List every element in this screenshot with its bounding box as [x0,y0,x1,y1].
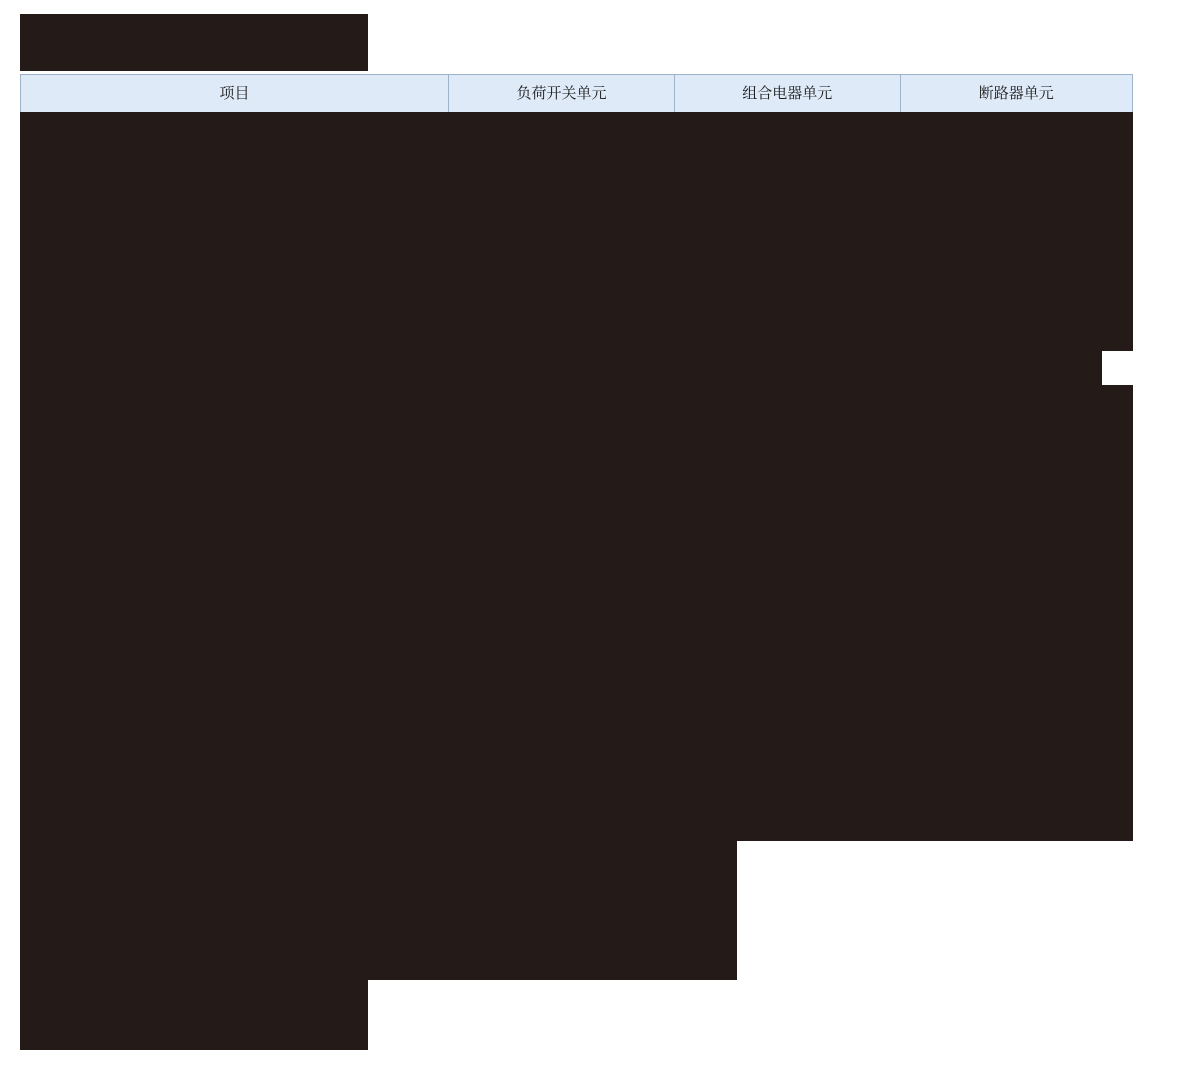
column-header-load-switch-unit: 负荷开关单元 [449,75,675,114]
spec-table [20,74,1133,114]
redaction-block [20,841,737,980]
column-header-circuit-breaker-unit: 断路器单元 [900,75,1132,114]
redaction-block [20,351,1102,385]
spec-table-container [20,74,1133,114]
redaction-block [20,385,1133,841]
spec-table-header [21,75,1133,114]
redaction-block [20,14,368,71]
redaction-block [20,112,1133,351]
column-header-combined-apparatus-unit: 组合电器单元 [674,75,900,114]
redaction-block [20,980,368,1050]
table-header-row [21,75,1133,114]
column-header-item: 项目 [21,75,449,114]
